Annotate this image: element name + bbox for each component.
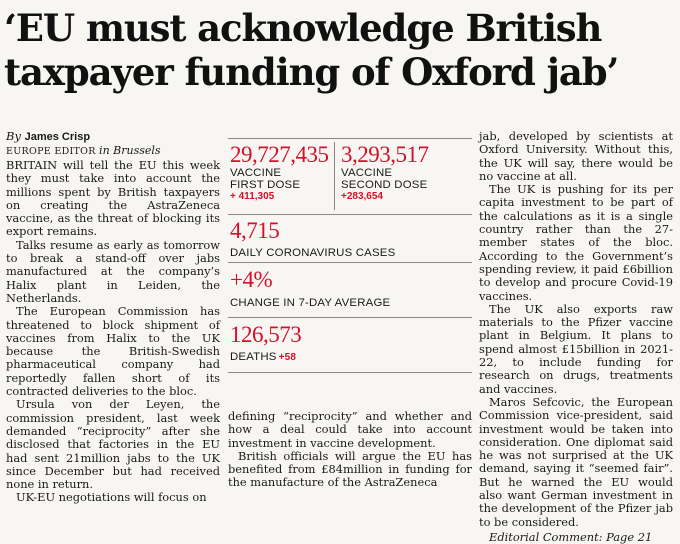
byline-role: [6, 144, 220, 158]
byline-by: By: [6, 129, 21, 143]
stats-bottom-rule: [228, 372, 472, 373]
stat-cases: [230, 219, 470, 259]
article-column-3: [479, 130, 673, 544]
byline-location: in Brussels: [99, 144, 161, 157]
stat-deaths-label: DEATHS: [230, 351, 277, 363]
stat-change-label: CHANGE IN 7-DAY AVERAGE: [230, 297, 391, 309]
paragraph: BRITAIN will tell the EU this week they must take into account the millions spent by British taxpayers on creating the AstraZeneca vaccine, as the threat of blocking its export remains.: [6, 158, 220, 239]
headline-line-2: taxpayer funding of Oxford jab’: [4, 50, 619, 94]
paragraph: Talks resume as early as tomorrow to break a stand-off over jabs manufactured at the company’s Halix plant in Leiden, the Netherlands.: [6, 237, 220, 305]
paragraph: The European Commission has threatened to block shipment of vaccines from Halix to the UK because the British-Swedish pharmaceutical company had reportedly fallen short of its contracted deliveries to the bloc.: [6, 304, 220, 399]
stat-first-dose-delta: + 411,305: [230, 191, 275, 202]
byline-title: EUROPE EDITOR: [6, 146, 96, 157]
stats-rule-2: [228, 262, 472, 263]
stat-first-dose-label-1: VACCINE: [230, 167, 282, 179]
stats-divider: [334, 142, 335, 210]
stat-cases-value: 4,715: [230, 218, 280, 243]
paragraph: jab, developed by scientists at Oxford University. Without this, the UK will say, there would be no vaccine at all.: [479, 129, 673, 183]
stat-change: [230, 268, 470, 309]
stat-first-dose-value: 29,727,435: [230, 142, 329, 167]
stat-second-dose-label-1: VACCINE: [341, 167, 393, 179]
paragraph: The UK is pushing for its per capita investment to be part of the calculations as it is a single country rather than the 27-member states of the bloc. According to the Government’s spending review, it paid £6billion to develop and procure Covid-19 vaccines.: [479, 182, 673, 303]
byline: [6, 130, 220, 144]
paragraph: The UK also exports raw materials to the Pfizer vaccine plant in Belgium. It plans to spend almost £15billion in 2021-22, to include funding for research on drugs, treatments and vaccines.: [479, 301, 673, 396]
article-column-1: [6, 130, 220, 505]
stats-top-rule: [228, 138, 472, 139]
article-column-2: [228, 410, 472, 490]
editorial-comment-link[interactable]: Editorial Comment: Page 21: [489, 529, 653, 544]
stat-second-dose: [341, 143, 471, 203]
stat-second-dose-delta: +283,654: [341, 191, 383, 202]
stat-deaths-label-row: [230, 351, 470, 364]
headline-line-1: ‘EU must acknowledge British: [4, 6, 602, 50]
paragraph: defining “reciprocity” and whether and how a deal could take into account investment in vaccine development.: [228, 409, 472, 450]
paragraph: Ursula von der Leyen, the commission president, last week demanded “reciprocity” after she disclosed that factories in the EU had sent 21million jabs to the UK since December but had received none in return.: [6, 397, 220, 492]
stat-cases-label: DAILY CORONAVIRUS CASES: [230, 247, 396, 259]
stats-rule-1: [228, 214, 472, 215]
stat-first-dose-label-2: FIRST DOSE: [230, 179, 301, 191]
paragraph: British officials will argue the EU has benefited from £84million in funding for the manufacture of the AstraZeneca: [228, 448, 472, 490]
stat-second-dose-label-2: SECOND DOSE: [341, 179, 428, 191]
stat-deaths-delta: +58: [278, 352, 297, 363]
stat-change-value: +4%: [230, 267, 273, 292]
paragraph: Maros Sefcovic, the European Commission vice-president, said investment would be taken into consideration. One diplomat said he was not surprised at the UK demand, saying it “seemed fair”. But he warned the EU would also want German investment in the development of the Pfizer jab to be considered.: [479, 394, 673, 529]
byline-author: James Crisp: [24, 131, 91, 143]
stat-deaths: [230, 323, 470, 364]
stat-first-dose: [230, 143, 330, 203]
stats-rule-3: [228, 317, 472, 318]
headline: [4, 6, 676, 94]
stat-second-dose-value: 3,293,517: [341, 142, 429, 167]
stat-deaths-value: 126,573: [230, 322, 302, 347]
paragraph: UK-EU negotiations will focus on: [16, 490, 207, 505]
